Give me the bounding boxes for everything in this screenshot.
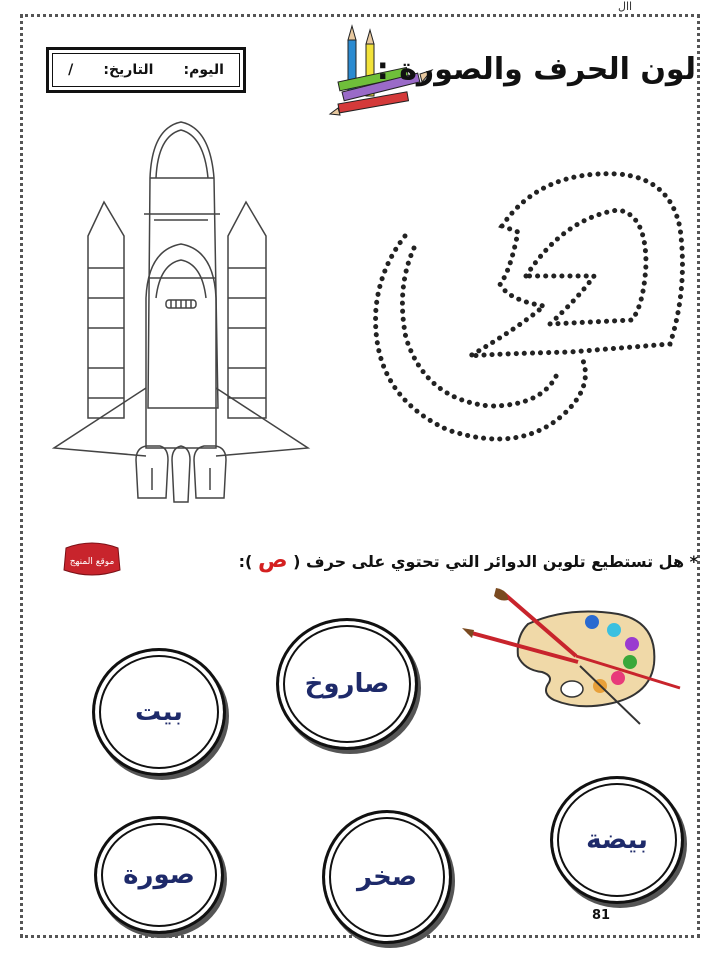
word-bayda: بيضة xyxy=(586,825,648,855)
day-label: اليوم: xyxy=(183,62,224,78)
word-sura: صورة xyxy=(123,860,195,890)
letter-sad-trace xyxy=(350,168,695,448)
instruction-suffix: ): xyxy=(238,552,253,571)
word-circle-bayt[interactable] xyxy=(92,648,226,776)
word-bayt: بيت xyxy=(135,697,183,727)
rocket-drawing xyxy=(50,118,312,508)
instruction-prefix: * هل تستطيع تلوين الدوائر التي تحتوي على حرف ( xyxy=(293,552,698,571)
page-number: 81 xyxy=(592,908,611,923)
date-separator: / xyxy=(68,62,74,78)
word-sarukh: صاروخ xyxy=(304,669,390,699)
corner-mark: اال xyxy=(618,0,633,13)
word-circle-sarukh[interactable] xyxy=(276,618,418,750)
paint-palette-icon xyxy=(458,586,688,726)
page-title: لون الحرف والصورة : xyxy=(376,52,696,87)
word-sakhr: صخر xyxy=(356,862,418,892)
date-label: التاريخ: xyxy=(103,62,154,78)
badge-icon xyxy=(60,540,124,580)
instruction-text xyxy=(239,548,698,573)
badge-text: موقع المنهج xyxy=(69,557,115,567)
word-circle-bayda[interactable] xyxy=(550,776,684,904)
date-box xyxy=(46,47,246,93)
word-circle-sakhr[interactable] xyxy=(322,810,452,944)
word-circle-sura[interactable] xyxy=(94,816,224,934)
instruction-letter: ص xyxy=(257,548,288,573)
